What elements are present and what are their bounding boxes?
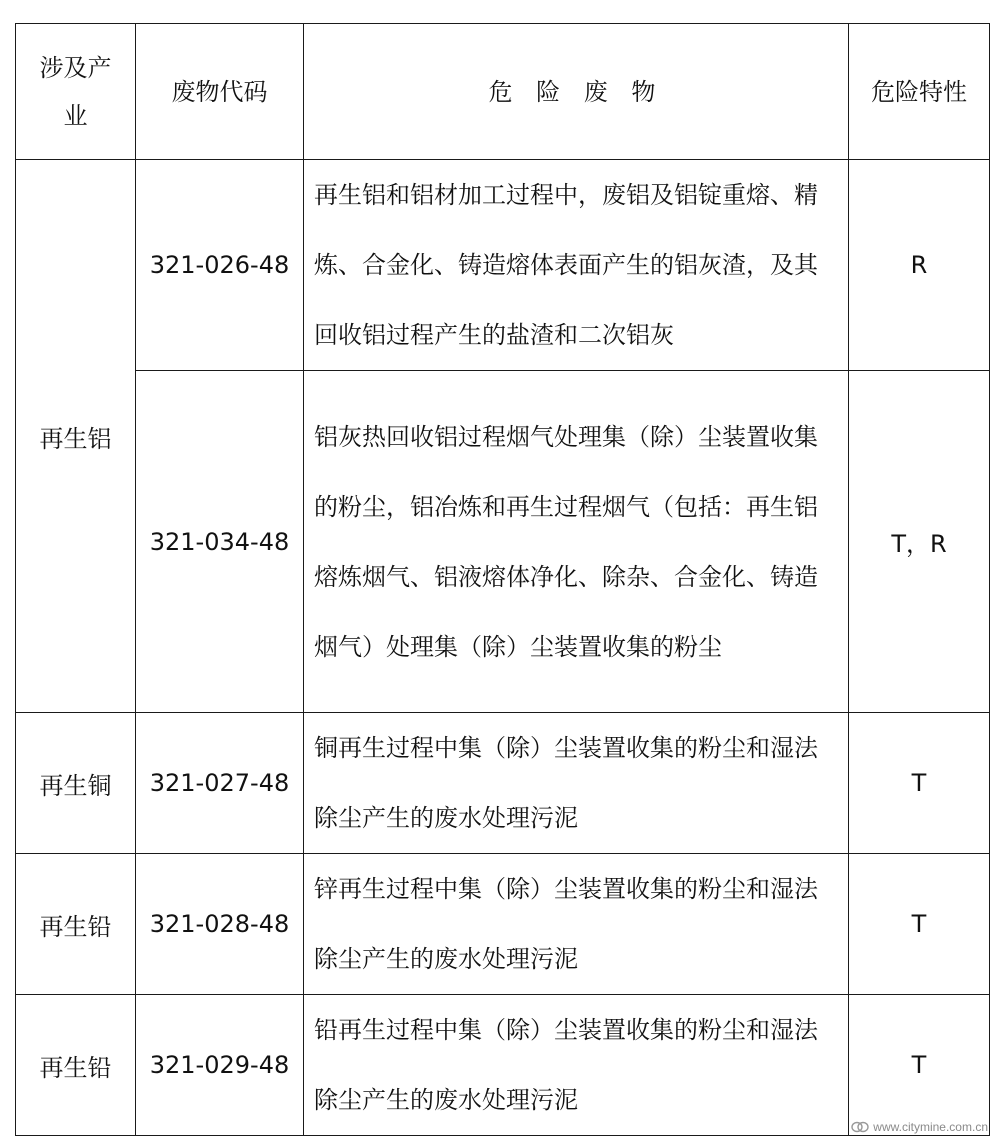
industry-cell: 再生铅 — [16, 995, 136, 1136]
header-property: 危险特性 — [849, 24, 990, 160]
property-cell: T — [849, 854, 990, 995]
industry-cell: 再生铅 — [16, 854, 136, 995]
header-industry: 涉及产业 — [16, 24, 136, 160]
table-row — [16, 854, 990, 995]
industry-cell: 再生铜 — [16, 713, 136, 854]
code-cell: 321-026-48 — [136, 160, 304, 371]
header-waste: 危 险 废 物 — [304, 24, 849, 160]
property-cell: T — [849, 713, 990, 854]
hazardous-waste-table — [15, 23, 990, 1136]
waste-description-cell: 再生铝和铝材加工过程中，废铝及铝锭重熔、精炼、合金化、铸造熔体表面产生的铝灰渣，及其回收铝过程产生的盐渣和二次铝灰 — [304, 160, 849, 371]
code-cell: 321-028-48 — [136, 854, 304, 995]
watermark — [851, 1120, 988, 1134]
header-code: 废物代码 — [136, 24, 304, 160]
waste-description-cell: 铝灰热回收铝过程烟气处理集（除）尘装置收集的粉尘，铝冶炼和再生过程烟气（包括：再生铝熔炼烟气、铝液熔体净化、除杂、合金化、铸造烟气）处理集（除）尘装置收集的粉尘 — [304, 371, 849, 713]
property-cell: T，R — [849, 371, 990, 713]
industry-cell: 再生铝 — [16, 160, 136, 713]
code-cell: 321-034-48 — [136, 371, 304, 713]
table-header-row — [16, 24, 990, 160]
code-cell: 321-029-48 — [136, 995, 304, 1136]
waste-description-cell: 铜再生过程中集（除）尘装置收集的粉尘和湿法除尘产生的废水处理污泥 — [304, 713, 849, 854]
property-cell: R — [849, 160, 990, 371]
waste-description-cell: 锌再生过程中集（除）尘装置收集的粉尘和湿法除尘产生的废水处理污泥 — [304, 854, 849, 995]
table-row — [16, 160, 990, 371]
waste-description-cell: 铅再生过程中集（除）尘装置收集的粉尘和湿法除尘产生的废水处理污泥 — [304, 995, 849, 1136]
table-row — [16, 995, 990, 1136]
citymine-logo-icon — [851, 1121, 869, 1133]
watermark-url: www.citymine.com.cn — [873, 1120, 988, 1134]
table-row — [16, 371, 990, 713]
code-cell: 321-027-48 — [136, 713, 304, 854]
table-row — [16, 713, 990, 854]
property-cell: T — [849, 995, 990, 1136]
